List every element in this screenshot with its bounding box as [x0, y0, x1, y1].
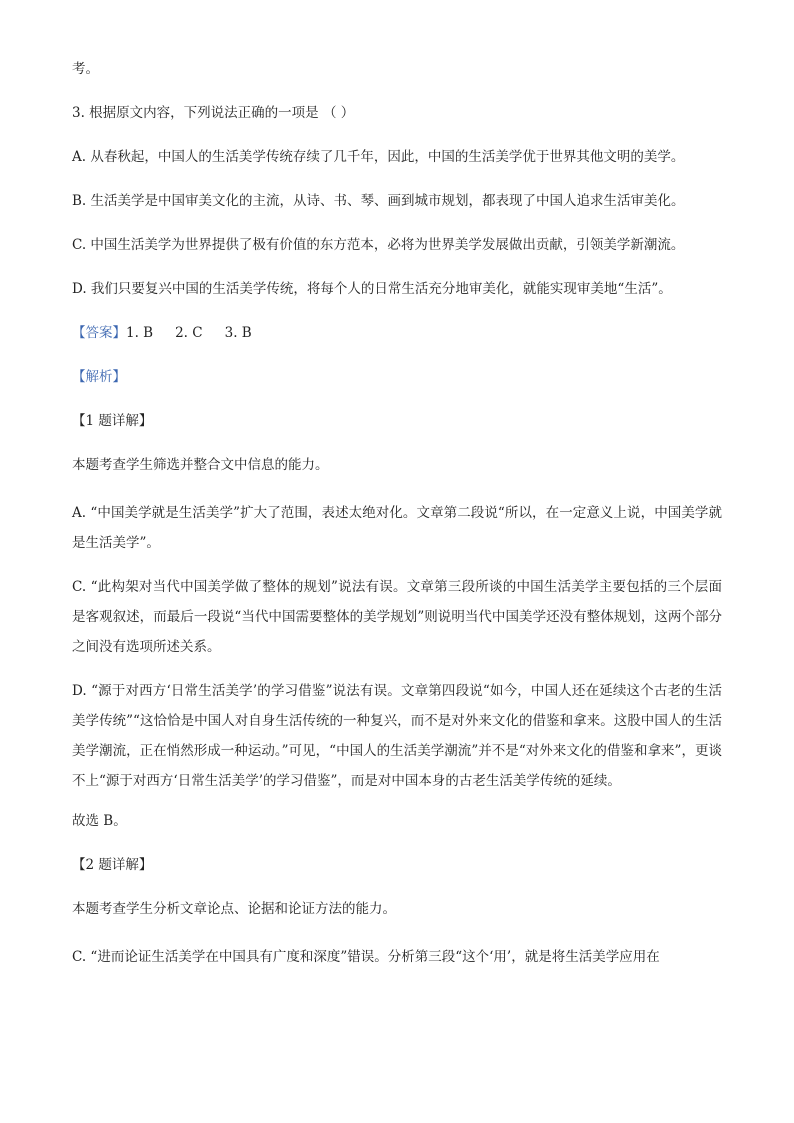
detail-1-option-a: A. “中国美学就是生活美学”扩大了范围，表述太绝对化。文章第二段说“所以，在一定意义上说，中国美学就是生活美学”。	[72, 505, 722, 551]
question-3: 3. 根据原文内容，下列说法正确的一项是 （ ）	[72, 105, 355, 121]
detail-1-heading: 【1 题详解】	[72, 413, 153, 429]
detail-1-choice: 故选 B。	[72, 813, 127, 829]
answer-line	[72, 322, 722, 344]
answer-3: 3. B	[224, 325, 252, 341]
document-page	[72, 58, 722, 972]
detail-1-intro: 本题考查学生筛选并整合文中信息的能力。	[72, 457, 329, 473]
detail-2-heading: 【2 题详解】	[72, 857, 153, 873]
option-d: D. 我们只要复兴中国的生活美学传统，将每个人的日常生活充分地审美化，就能实现审美地“生活”。	[72, 281, 672, 297]
answer-1: 1. B	[126, 325, 154, 341]
detail-1-option-d: D. “源于对西方‘日常生活美学’的学习借鉴”说法有误。文章第四段说“如今，中国人还在延续这个古老的生活美学传统”“这恰恰是中国人对自身生活传统的一种复兴，而不是对外来文化的借鉴和拿来。这股中国人的生活美学潮流，正在悄然形成一种运动。”可见，“中国人的生活美学潮流”并不是“对外来文化的借鉴和拿来”，更谈不上“源于对西方‘日常生活美学’的学习借鉴”，而是对中国本身的古老生活美学传统的延续。	[72, 683, 722, 789]
option-b: B. 生活美学是中国审美文化的主流，从诗、书、琴、画到城市规划，都表现了中国人追求生活审美化。	[72, 193, 685, 209]
continued-text: 考。	[72, 61, 99, 77]
option-a: A. 从春秋起，中国人的生活美学传统存续了几千年，因此，中国的生活美学优于世界其他文明的美学。	[72, 149, 685, 165]
detail-2-intro: 本题考查学生分析文章论点、论据和论证方法的能力。	[72, 901, 396, 917]
answer-tag: 【答案】	[72, 325, 126, 341]
option-c: C. 中国生活美学为世界提供了极有价值的东方范本，必将为世界美学发展做出贡献，引领美学新潮流。	[72, 237, 685, 253]
answer-2: 2. C	[175, 325, 203, 341]
detail-1-option-c: C. “此构架对当代中国美学做了整体的规划”说法有误。文章第三段所谈的中国生活美学主要包括的三个层面是客观叙述，而最后一段说“当代中国需要整体的美学规划”则说明当代中国美学还没有整体规划，这两个部分之间没有选项所述关系。	[72, 579, 722, 655]
detail-2-option-c: C. “进而论证生活美学在中国具有广度和深度”错误。分析第三段“这个‘用’，就是将生活美学应用在	[72, 949, 660, 965]
analysis-tag: 【解析】	[72, 369, 126, 385]
